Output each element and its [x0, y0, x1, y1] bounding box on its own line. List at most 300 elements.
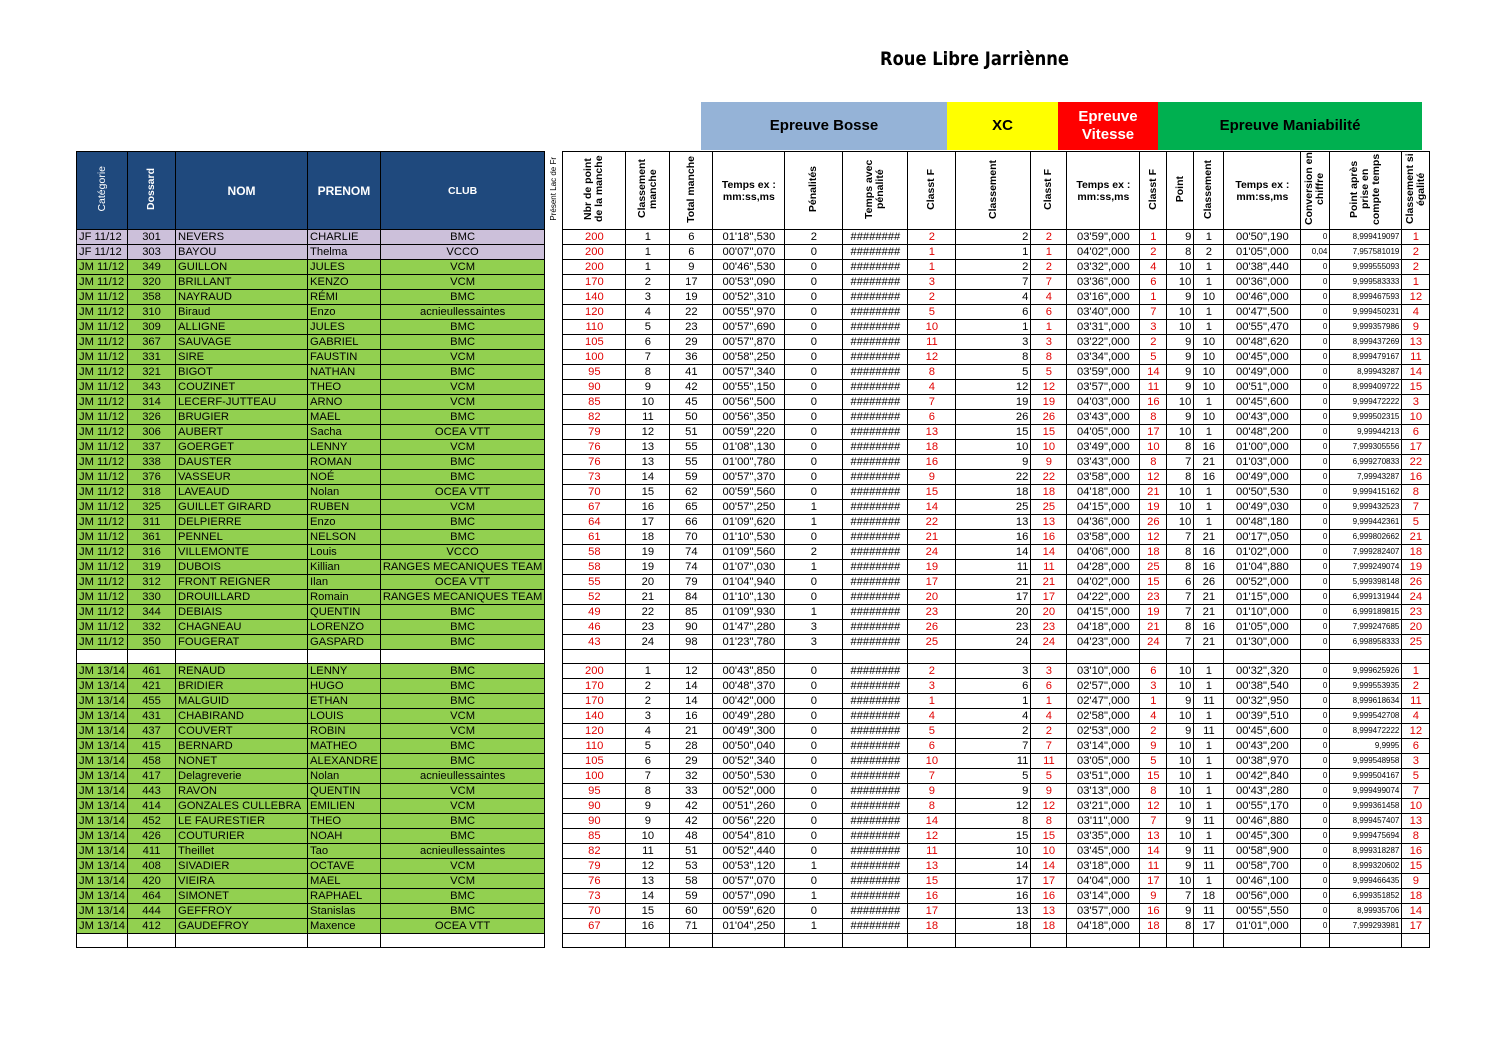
- cell-classt-f-xc: 2: [1031, 230, 1067, 245]
- cell-club: BMC: [380, 335, 545, 350]
- cell-classt-f-vitesse: 19: [1140, 605, 1167, 620]
- table-row: [77, 694, 1430, 709]
- cell-temps-vitesse: 02'57",000: [1067, 679, 1140, 694]
- cell-categorie: JM 11/12: [77, 560, 128, 575]
- cell-nbr-point: 100: [563, 350, 626, 365]
- cell-classement-egalite: 1: [1402, 230, 1430, 245]
- cell-present: [545, 260, 563, 275]
- cell-total-manche: 65: [670, 500, 713, 515]
- cell-nbr-point: 120: [563, 305, 626, 320]
- cell-point-apres: 9,999450231: [1330, 305, 1402, 320]
- cell-prenom: NOÉ: [308, 470, 381, 485]
- cell-point-apres: 9,999466435: [1330, 874, 1402, 889]
- cell-club: BMC: [380, 230, 545, 245]
- cell-point-apres: 9,999442361: [1330, 515, 1402, 530]
- cell-classt-f-xc: 13: [1031, 904, 1067, 919]
- cell-temps-vitesse: 03'16",000: [1067, 290, 1140, 305]
- cell-present: [545, 679, 563, 694]
- cell-classt-f-xc: 26: [1031, 410, 1067, 425]
- cell-classement-mania: 11: [1194, 814, 1224, 829]
- cell-nbr-point: 85: [563, 829, 626, 844]
- col-penalites: Pénalités: [785, 152, 843, 230]
- cell-nom: RENAUD: [176, 664, 308, 679]
- cell-conversion: 0,04: [1301, 245, 1330, 260]
- cell-point-apres: 9,999472222: [1330, 395, 1402, 410]
- cell-classt-f-xc: 3: [1031, 335, 1067, 350]
- cell-classt-f-bosse: 8: [908, 365, 956, 380]
- cell-classt-f-vitesse: 10: [1140, 440, 1167, 455]
- cell-present: [545, 709, 563, 724]
- cell-classement-manche: 10: [626, 395, 670, 410]
- cell-temps-avec-penalite: ########: [843, 709, 908, 724]
- cell-classt-f-xc: 8: [1031, 814, 1067, 829]
- table-row: [77, 455, 1430, 470]
- cell-dossard: 412: [128, 919, 176, 934]
- cell-temps-bosse: 00'52",440: [713, 844, 785, 859]
- cell-classement-xc: 7: [956, 739, 1031, 754]
- cell-point: 9: [1167, 350, 1194, 365]
- cell-conversion: 0: [1301, 769, 1330, 784]
- cell-classt-f-bosse: 14: [908, 500, 956, 515]
- cell-point-apres: 9,9995: [1330, 739, 1402, 754]
- cell-conversion: 0: [1301, 724, 1330, 739]
- cell-categorie: JF 11/12: [77, 230, 128, 245]
- cell-present: [545, 410, 563, 425]
- cell-temps-avec-penalite: ########: [843, 260, 908, 275]
- table-row: [77, 560, 1430, 575]
- cell-present: [545, 230, 563, 245]
- cell-dossard: 310: [128, 305, 176, 320]
- cell-temps-vitesse: 03'10",000: [1067, 664, 1140, 679]
- cell-classement-manche: 4: [626, 724, 670, 739]
- cell-dossard: 338: [128, 455, 176, 470]
- cell-club: VCCO: [380, 545, 545, 560]
- cell-point-apres: 6,999802662: [1330, 530, 1402, 545]
- cell-present: [545, 889, 563, 904]
- cell-conversion: 0: [1301, 784, 1330, 799]
- cell-temps-avec-penalite: ########: [843, 305, 908, 320]
- cell-penalites: 0: [785, 395, 843, 410]
- results-body: [77, 230, 1430, 948]
- cell-categorie: JM 11/12: [77, 470, 128, 485]
- cell-temps-vitesse: 04'22",000: [1067, 590, 1140, 605]
- cell-classt-f-xc: [1031, 650, 1067, 664]
- cell-classt-f-vitesse: 9: [1140, 739, 1167, 754]
- cell-point-apres: 7,999305556: [1330, 440, 1402, 455]
- cell-categorie: JM 13/14: [77, 799, 128, 814]
- cell-prenom: FAUSTIN: [308, 350, 381, 365]
- cell-classt-f-bosse: 9: [908, 784, 956, 799]
- cell-classt-f-xc: 19: [1031, 395, 1067, 410]
- cell-nom: DEBIAIS: [176, 605, 308, 620]
- cell-penalites: 2: [785, 545, 843, 560]
- cell-total-manche: 55: [670, 455, 713, 470]
- cell-total-manche: 28: [670, 739, 713, 754]
- cell-classement-xc: 24: [956, 635, 1031, 650]
- cell-penalites: 1: [785, 515, 843, 530]
- cell-nom: GUILLON: [176, 260, 308, 275]
- cell-nbr-point: 64: [563, 515, 626, 530]
- cell-point: 10: [1167, 769, 1194, 784]
- cell-classement-mania: 1: [1194, 799, 1224, 814]
- cell-conversion: 0: [1301, 545, 1330, 560]
- cell-classement-manche: 5: [626, 739, 670, 754]
- cell-nom: BRILLANT: [176, 275, 308, 290]
- cell-classement-xc: 3: [956, 335, 1031, 350]
- cell-temps-mania: 00'47",500: [1224, 305, 1301, 320]
- cell-point: 10: [1167, 739, 1194, 754]
- cell-nbr-point: 105: [563, 335, 626, 350]
- cell-categorie: JM 11/12: [77, 290, 128, 305]
- cell-conversion: 0: [1301, 530, 1330, 545]
- cell-prenom: QUENTIN: [308, 784, 381, 799]
- cell-present: [545, 395, 563, 410]
- cell-prenom: Louis: [308, 545, 381, 560]
- cell-classement-xc: 14: [956, 859, 1031, 874]
- cell-point: 7: [1167, 605, 1194, 620]
- cell-temps-vitesse: [1067, 650, 1140, 664]
- cell-classement-manche: 6: [626, 335, 670, 350]
- cell-total-manche: 29: [670, 335, 713, 350]
- cell-classement-egalite: [1402, 934, 1430, 948]
- cell-classement-xc: [956, 650, 1031, 664]
- cell-total-manche: 21: [670, 724, 713, 739]
- cell-classement-manche: 6: [626, 754, 670, 769]
- cell-total-manche: 14: [670, 694, 713, 709]
- cell-total-manche: 36: [670, 350, 713, 365]
- cell-penalites: 0: [785, 470, 843, 485]
- cell-dossard: [128, 934, 176, 948]
- cell-temps-mania: 01'03",000: [1224, 455, 1301, 470]
- cell-point: 9: [1167, 724, 1194, 739]
- cell-temps-vitesse: 03'40",000: [1067, 305, 1140, 320]
- cell-classement-egalite: 2: [1402, 245, 1430, 260]
- cell-point-apres: 7,957581019: [1330, 245, 1402, 260]
- cell-club: VCM: [380, 874, 545, 889]
- cell-club: VCM: [380, 260, 545, 275]
- cell-total-manche: 60: [670, 904, 713, 919]
- cell-classement-mania: 1: [1194, 305, 1224, 320]
- cell-total-manche: 29: [670, 754, 713, 769]
- cell-categorie: JM 13/14: [77, 814, 128, 829]
- cell-conversion: 0: [1301, 500, 1330, 515]
- cell-club: BMC: [380, 620, 545, 635]
- cell-dossard: 361: [128, 530, 176, 545]
- cell-temps-vitesse: 03'13",000: [1067, 784, 1140, 799]
- cell-total-manche: 22: [670, 305, 713, 320]
- table-row: [77, 575, 1430, 590]
- col-temps-bosse: Temps ex : mm:ss,ms: [713, 152, 785, 230]
- cell-nbr-point: 73: [563, 470, 626, 485]
- cell-dossard: 311: [128, 515, 176, 530]
- cell-classt-f-xc: 17: [1031, 874, 1067, 889]
- cell-classt-f-xc: 6: [1031, 679, 1067, 694]
- cell-classement-xc: 13: [956, 904, 1031, 919]
- cell-classement-egalite: 17: [1402, 440, 1430, 455]
- cell-classt-f-vitesse: 15: [1140, 575, 1167, 590]
- cell-total-manche: 23: [670, 320, 713, 335]
- cell-classt-f-vitesse: 6: [1140, 275, 1167, 290]
- cell-classement-mania: 1: [1194, 275, 1224, 290]
- cell-nbr-point: 140: [563, 290, 626, 305]
- cell-temps-bosse: 00'52",000: [713, 784, 785, 799]
- cell-club: BMC: [380, 889, 545, 904]
- cell-temps-vitesse: [1067, 934, 1140, 948]
- cell-temps-vitesse: 04'36",000: [1067, 515, 1140, 530]
- cell-classement-xc: 4: [956, 709, 1031, 724]
- cell-point: 9: [1167, 410, 1194, 425]
- col-point-apres: Point après prise en compte temps: [1330, 152, 1402, 230]
- cell-conversion: 0: [1301, 305, 1330, 320]
- cell-categorie: JM 13/14: [77, 859, 128, 874]
- cell-conversion: 0: [1301, 919, 1330, 934]
- cell-nom: SAUVAGE: [176, 335, 308, 350]
- cell-classt-f-xc: 5: [1031, 769, 1067, 784]
- cell-point-apres: 9,999499074: [1330, 784, 1402, 799]
- cell-classt-f-bosse: 17: [908, 904, 956, 919]
- cell-club: BMC: [380, 664, 545, 679]
- cell-classement-mania: 16: [1194, 620, 1224, 635]
- cell-categorie: JM 11/12: [77, 455, 128, 470]
- cell-classement-manche: 19: [626, 560, 670, 575]
- cell-temps-avec-penalite: ########: [843, 784, 908, 799]
- cell-classement-manche: 4: [626, 305, 670, 320]
- cell-total-manche: [670, 934, 713, 948]
- cell-total-manche: 79: [670, 575, 713, 590]
- cell-total-manche: 71: [670, 919, 713, 934]
- cell-point-apres: 9,999555093: [1330, 260, 1402, 275]
- cell-classement-manche: 23: [626, 620, 670, 635]
- cell-classt-f-vitesse: 1: [1140, 290, 1167, 305]
- cell-temps-avec-penalite: ########: [843, 275, 908, 290]
- cell-temps-bosse: 00'58",250: [713, 350, 785, 365]
- cell-point-apres: 9,999475694: [1330, 829, 1402, 844]
- cell-conversion: 0: [1301, 814, 1330, 829]
- cell-temps-mania: 00'36",000: [1224, 275, 1301, 290]
- cell-temps-avec-penalite: ########: [843, 425, 908, 440]
- cell-temps-avec-penalite: ########: [843, 365, 908, 380]
- cell-temps-vitesse: 02'58",000: [1067, 709, 1140, 724]
- cell-point: 10: [1167, 709, 1194, 724]
- cell-conversion: 0: [1301, 754, 1330, 769]
- cell-temps-vitesse: 02'47",000: [1067, 694, 1140, 709]
- cell-classement-xc: 16: [956, 530, 1031, 545]
- cell-classement-mania: 1: [1194, 500, 1224, 515]
- col-classement-egalite: Classement si égalité: [1402, 152, 1430, 230]
- cell-classement-mania: 11: [1194, 844, 1224, 859]
- cell-temps-mania: 00'43",280: [1224, 784, 1301, 799]
- cell-classt-f-xc: 16: [1031, 530, 1067, 545]
- cell-point-apres: 7,999293981: [1330, 919, 1402, 934]
- cell-club: BMC: [380, 455, 545, 470]
- cell-classt-f-vitesse: [1140, 650, 1167, 664]
- cell-temps-bosse: 01'04",940: [713, 575, 785, 590]
- cell-temps-mania: 00'48",180: [1224, 515, 1301, 530]
- cell-classt-f-xc: 11: [1031, 560, 1067, 575]
- cell-club: BMC: [380, 530, 545, 545]
- cell-nom: [176, 934, 308, 948]
- cell-temps-avec-penalite: ########: [843, 739, 908, 754]
- cell-nbr-point: 170: [563, 694, 626, 709]
- cell-dossard: 420: [128, 874, 176, 889]
- cell-nbr-point: [563, 650, 626, 664]
- cell-temps-vitesse: 02'53",000: [1067, 724, 1140, 739]
- cell-point-apres: 8,999618634: [1330, 694, 1402, 709]
- cell-classt-f-vitesse: 3: [1140, 679, 1167, 694]
- cell-temps-vitesse: 03'32",000: [1067, 260, 1140, 275]
- cell-classement-xc: 1: [956, 245, 1031, 260]
- cell-temps-mania: 00'49",000: [1224, 365, 1301, 380]
- cell-prenom: Sacha: [308, 425, 381, 440]
- cell-temps-bosse: 01'08",130: [713, 440, 785, 455]
- cell-conversion: 0: [1301, 664, 1330, 679]
- cell-dossard: 437: [128, 724, 176, 739]
- table-row: [77, 350, 1430, 365]
- cell-dossard: 417: [128, 769, 176, 784]
- cell-nom: COUVERT: [176, 724, 308, 739]
- table-row: [77, 230, 1430, 245]
- cell-point-apres: 6,998958333: [1330, 635, 1402, 650]
- cell-temps-mania: 00'51",000: [1224, 380, 1301, 395]
- cell-classt-f-bosse: [908, 934, 956, 948]
- cell-classement-manche: 3: [626, 709, 670, 724]
- cell-categorie: JM 11/12: [77, 545, 128, 560]
- cell-classt-f-xc: 23: [1031, 620, 1067, 635]
- cell-temps-vitesse: 03'57",000: [1067, 380, 1140, 395]
- cell-temps-avec-penalite: ########: [843, 679, 908, 694]
- cell-temps-avec-penalite: ########: [843, 485, 908, 500]
- cell-temps-mania: 00'58",700: [1224, 859, 1301, 874]
- cell-temps-avec-penalite: ########: [843, 410, 908, 425]
- cell-classement-xc: 2: [956, 260, 1031, 275]
- cell-temps-mania: 00'48",200: [1224, 425, 1301, 440]
- cell-nom: PENNEL: [176, 530, 308, 545]
- cell-temps-avec-penalite: ########: [843, 635, 908, 650]
- cell-classt-f-vitesse: 6: [1140, 664, 1167, 679]
- cell-classt-f-xc: 18: [1031, 919, 1067, 934]
- cell-classement-xc: 1: [956, 694, 1031, 709]
- cell-temps-vitesse: 03'14",000: [1067, 889, 1140, 904]
- cell-classt-f-vitesse: 19: [1140, 500, 1167, 515]
- cell-classt-f-vitesse: 14: [1140, 844, 1167, 859]
- cell-conversion: 0: [1301, 859, 1330, 874]
- cell-nom: BIGOT: [176, 365, 308, 380]
- cell-classement-xc: 4: [956, 290, 1031, 305]
- cell-temps-mania: 01'00",000: [1224, 440, 1301, 455]
- cell-temps-mania: 00'49",030: [1224, 500, 1301, 515]
- cell-penalites: 0: [785, 694, 843, 709]
- col-classt-f-vitesse: Classt F: [1140, 152, 1167, 230]
- cell-temps-bosse: 00'50",040: [713, 739, 785, 754]
- cell-conversion: 0: [1301, 335, 1330, 350]
- cell-nbr-point: 70: [563, 485, 626, 500]
- cell-temps-mania: 00'32",320: [1224, 664, 1301, 679]
- cell-classement-xc: 2: [956, 230, 1031, 245]
- cell-point: 10: [1167, 664, 1194, 679]
- cell-categorie: JM 13/14: [77, 739, 128, 754]
- cell-classement-egalite: 5: [1402, 769, 1430, 784]
- cell-classt-f-xc: 1: [1031, 694, 1067, 709]
- cell-nbr-point: 49: [563, 605, 626, 620]
- cell-prenom: Stanislas: [308, 904, 381, 919]
- cell-point-apres: 8,999409722: [1330, 380, 1402, 395]
- cell-club: VCM: [380, 275, 545, 290]
- table-row: [77, 814, 1430, 829]
- cell-temps-avec-penalite: ########: [843, 560, 908, 575]
- cell-classement-manche: 16: [626, 500, 670, 515]
- table-row: [77, 784, 1430, 799]
- cell-temps-vitesse: 04'03",000: [1067, 395, 1140, 410]
- table-row: [77, 470, 1430, 485]
- table-row: [77, 500, 1430, 515]
- cell-temps-avec-penalite: ########: [843, 605, 908, 620]
- cell-classt-f-vitesse: 11: [1140, 380, 1167, 395]
- cell-total-manche: 6: [670, 230, 713, 245]
- cell-point-apres: 8,999437269: [1330, 335, 1402, 350]
- cell-classement-egalite: 9: [1402, 874, 1430, 889]
- cell-temps-bosse: 01'04",250: [713, 919, 785, 934]
- cell-classement-manche: 1: [626, 230, 670, 245]
- cell-nom: RAVON: [176, 784, 308, 799]
- cell-dossard: 349: [128, 260, 176, 275]
- cell-point: 7: [1167, 889, 1194, 904]
- cell-classt-f-vitesse: 1: [1140, 694, 1167, 709]
- cell-point-apres: 9,999502315: [1330, 410, 1402, 425]
- col-conversion: Conversion en chiffre: [1301, 152, 1330, 230]
- cell-point: 10: [1167, 679, 1194, 694]
- cell-temps-mania: 00'42",840: [1224, 769, 1301, 784]
- cell-temps-avec-penalite: ########: [843, 769, 908, 784]
- col-prenom: PRENOM: [308, 152, 381, 230]
- cell-temps-bosse: 00'55",150: [713, 380, 785, 395]
- cell-temps-avec-penalite: ########: [843, 724, 908, 739]
- cell-nom: COUTURIER: [176, 829, 308, 844]
- cell-temps-vitesse: 03'18",000: [1067, 859, 1140, 874]
- cell-temps-vitesse: 03'21",000: [1067, 799, 1140, 814]
- cell-temps-vitesse: 03'36",000: [1067, 275, 1140, 290]
- cell-classt-f-xc: 3: [1031, 664, 1067, 679]
- cell-classt-f-vitesse: 18: [1140, 545, 1167, 560]
- cell-temps-bosse: [713, 934, 785, 948]
- cell-point: 8: [1167, 620, 1194, 635]
- cell-temps-bosse: 00'57",690: [713, 320, 785, 335]
- cell-conversion: 0: [1301, 410, 1330, 425]
- cell-classt-f-bosse: 6: [908, 739, 956, 754]
- cell-classement-mania: 11: [1194, 904, 1224, 919]
- cell-point: 10: [1167, 799, 1194, 814]
- cell-penalites: 0: [785, 814, 843, 829]
- cell-temps-bosse: 00'57",340: [713, 365, 785, 380]
- cell-prenom: NATHAN: [308, 365, 381, 380]
- cell-nbr-point: 90: [563, 380, 626, 395]
- cell-classement-egalite: 8: [1402, 829, 1430, 844]
- cell-penalites: 0: [785, 799, 843, 814]
- cell-present: [545, 769, 563, 784]
- cell-classt-f-bosse: 2: [908, 230, 956, 245]
- cell-point: 9: [1167, 335, 1194, 350]
- cell-classement-mania: 10: [1194, 380, 1224, 395]
- cell-dossard: 458: [128, 754, 176, 769]
- cell-classement-manche: 16: [626, 919, 670, 934]
- cell-classement-manche: 2: [626, 275, 670, 290]
- table-row: [77, 545, 1430, 560]
- cell-dossard: 330: [128, 590, 176, 605]
- cell-present: [545, 470, 563, 485]
- cell-classement-mania: 1: [1194, 425, 1224, 440]
- cell-prenom: QUENTIN: [308, 605, 381, 620]
- cell-temps-vitesse: 03'22",000: [1067, 335, 1140, 350]
- cell-penalites: 0: [785, 365, 843, 380]
